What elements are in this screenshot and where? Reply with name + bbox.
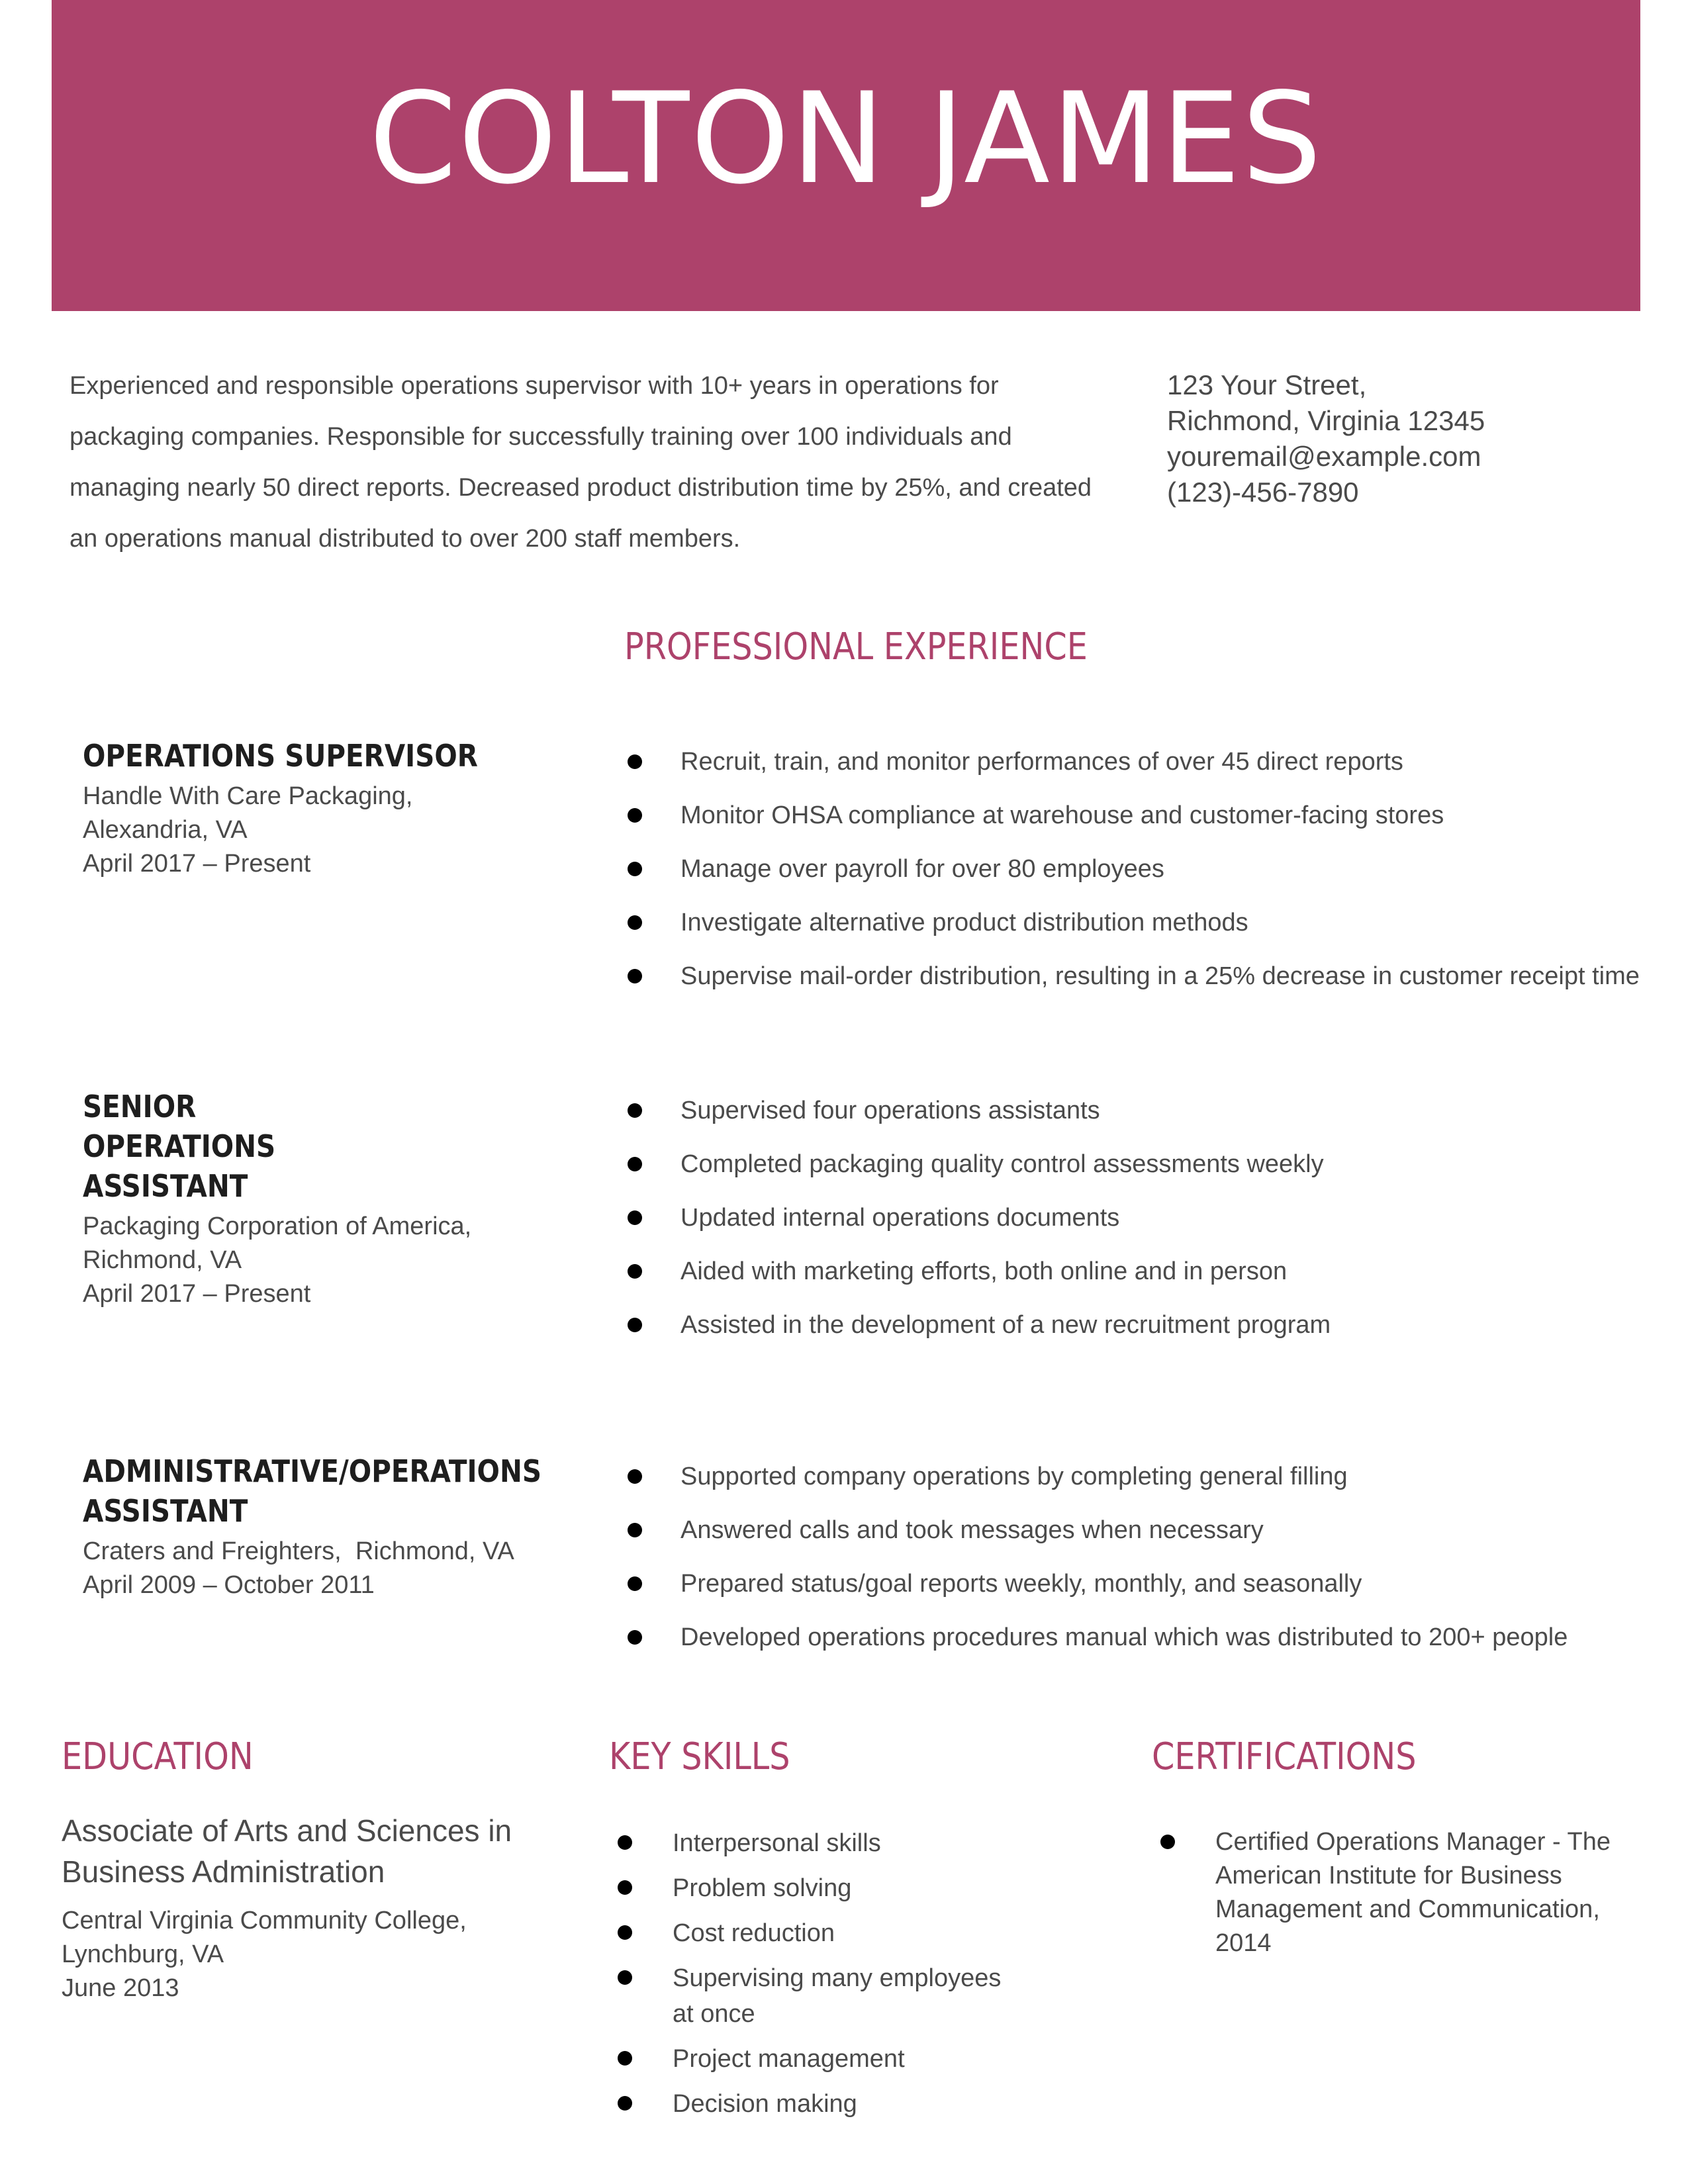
job-1-location: Alexandria, VA bbox=[83, 816, 248, 844]
header-banner bbox=[52, 0, 1640, 311]
candidate-name: COLTON JAMES bbox=[369, 66, 1323, 212]
list-item: Recruit, train, and monitor performances of over 45 direct reports bbox=[628, 746, 1647, 799]
contact-block bbox=[1167, 367, 1630, 510]
list-item: Project management bbox=[618, 2041, 1068, 2077]
job-2-bullets bbox=[628, 1095, 1647, 1363]
list-item: Manage over payroll for over 80 employees bbox=[628, 853, 1647, 907]
job-3-company: Craters and Freighters, Richmond, VA bbox=[83, 1537, 514, 1565]
section-title-education: EDUCATION bbox=[62, 1735, 254, 1778]
list-item: Updated internal operations documents bbox=[628, 1202, 1647, 1255]
list-item: Supported company operations by completing general filling bbox=[628, 1461, 1647, 1514]
list-item: Problem solving bbox=[618, 1870, 1068, 1906]
certifications-list bbox=[1160, 1825, 1624, 1960]
section-title-experience: PROFESSIONAL EXPERIENCE bbox=[624, 625, 1088, 668]
list-item: Monitor OHSA compliance at warehouse and customer-facing stores bbox=[628, 799, 1647, 853]
section-title-skills: KEY SKILLS bbox=[609, 1735, 790, 1778]
list-item: Supervise mail-order distribution, resulting in a 25% decrease in customer receipt time bbox=[628, 960, 1647, 1014]
job-3-info bbox=[83, 1451, 559, 1602]
list-item: Prepared status/goal reports weekly, monthly, and seasonally bbox=[628, 1568, 1647, 1621]
contact-phone[interactable]: (123)-456-7890 bbox=[1167, 477, 1359, 508]
job-1-dates: April 2017 – Present bbox=[83, 850, 311, 878]
job-2-title: SENIOR OPERATIONS ASSISTANT bbox=[83, 1089, 276, 1204]
list-item: Supervised four operations assistants bbox=[628, 1095, 1647, 1148]
list-item: Aided with marketing efforts, both online and in person bbox=[628, 1255, 1647, 1309]
education-date: June 2013 bbox=[62, 1974, 179, 2002]
list-item: Completed packaging quality control assessments weekly bbox=[628, 1148, 1647, 1202]
job-2-meta bbox=[83, 1210, 559, 1311]
summary-paragraph: Experienced and responsible operations supervisor with 10+ years in operations for packaging companies. Responsible for successfully training over 100 individuals and managing nearly 50 direct reports. Decreased product distribution time by 25%, and created an operations manual distributed to over 200 staff members. bbox=[70, 372, 1092, 553]
section-title-certifications: CERTIFICATIONS bbox=[1152, 1735, 1417, 1778]
education-degree: Associate of Arts and Sciences in Business Administration bbox=[62, 1813, 512, 1889]
contact-email[interactable]: youremail@example.com bbox=[1167, 441, 1481, 472]
job-2-info bbox=[83, 1087, 559, 1311]
job-1-bullets bbox=[628, 746, 1647, 1014]
job-1-info bbox=[83, 736, 559, 881]
contact-street: 123 Your Street, bbox=[1167, 369, 1367, 400]
job-3-dates: April 2009 – October 2011 bbox=[83, 1571, 375, 1599]
list-item: Answered calls and took messages when necessary bbox=[628, 1514, 1647, 1568]
job-3-bullets bbox=[628, 1461, 1647, 1675]
list-item: Certified Operations Manager - The American Institute for Business Management and Communication, 2014 bbox=[1160, 1825, 1624, 1960]
job-3-meta bbox=[83, 1535, 559, 1602]
job-2-dates: April 2017 – Present bbox=[83, 1280, 311, 1308]
education-school: Central Virginia Community College, bbox=[62, 1907, 467, 1934]
list-item: Decision making bbox=[618, 2086, 1068, 2122]
list-item: Cost reduction bbox=[618, 1915, 1068, 1951]
job-1-meta bbox=[83, 780, 559, 881]
job-2-company: Packaging Corporation of America, bbox=[83, 1212, 472, 1240]
list-item: Supervising many employees at once bbox=[618, 1960, 1017, 2032]
list-item: Interpersonal skills bbox=[618, 1825, 1068, 1861]
contact-city: Richmond, Virginia 12345 bbox=[1167, 405, 1485, 436]
skills-list bbox=[618, 1825, 1068, 2131]
job-2-location: Richmond, VA bbox=[83, 1246, 242, 1274]
list-item: Developed operations procedures manual which was distributed to 200+ people bbox=[628, 1621, 1647, 1675]
job-1-title: OPERATIONS SUPERVISOR bbox=[83, 738, 478, 774]
education-meta bbox=[62, 1904, 538, 2005]
job-3-title: ADMINISTRATIVE/OPERATIONS ASSISTANT bbox=[83, 1453, 541, 1529]
list-item: Assisted in the development of a new recruitment program bbox=[628, 1309, 1647, 1363]
education-location: Lynchburg, VA bbox=[62, 1940, 224, 1968]
list-item: Investigate alternative product distribution methods bbox=[628, 907, 1647, 960]
education-block bbox=[62, 1810, 538, 2005]
job-1-company: Handle With Care Packaging, bbox=[83, 782, 413, 810]
